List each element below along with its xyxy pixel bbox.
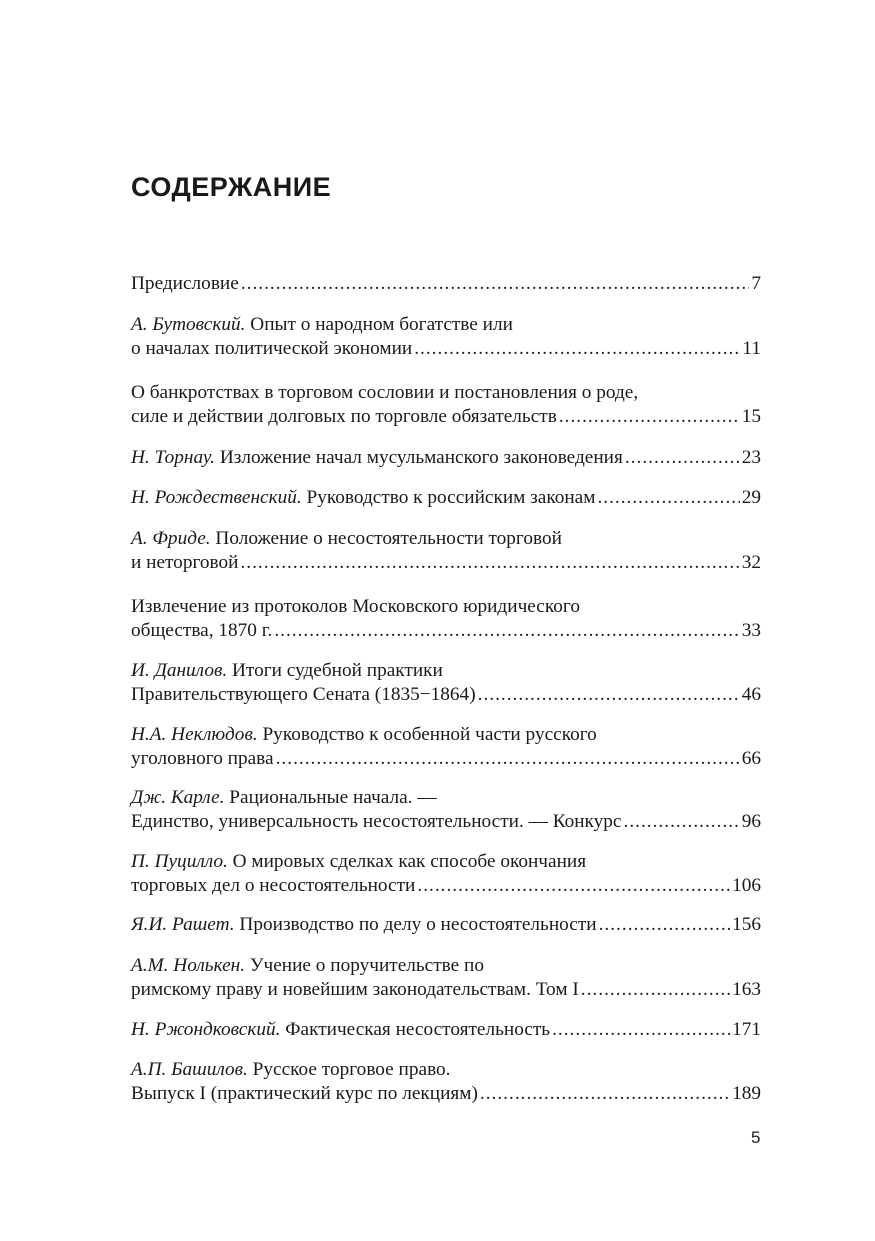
leader-dots	[241, 272, 750, 296]
leader-dots	[480, 1082, 730, 1106]
toc-entry-title: Опыт о народном богатстве или	[245, 314, 513, 335]
toc-entry-title: и неторговой	[131, 552, 239, 573]
toc-entry	[131, 913, 761, 937]
toc-entry-title: Единство, универсальность несостоятельности. — Конкурс	[131, 811, 622, 832]
toc-entry	[131, 446, 761, 470]
toc-entry-author: Н.А. Неклюдов.	[131, 724, 258, 745]
toc-entry-title: Русское торговое право.	[247, 1059, 451, 1080]
toc-entry	[131, 313, 761, 361]
toc-entry-page: 15	[741, 406, 761, 427]
toc-entry-title: силе и действии долговых по торговле обязательств	[131, 406, 557, 427]
toc-entry-page: 33	[741, 620, 761, 641]
leader-dots	[478, 683, 740, 707]
toc-entry	[131, 659, 761, 707]
toc-entry	[131, 272, 761, 296]
toc-entry-page: 163	[732, 979, 761, 1000]
toc-entry-author: А. Фриде.	[131, 528, 211, 549]
toc-entry-author: Н. Ржондковский.	[131, 1019, 281, 1040]
toc-entry-page: 66	[741, 748, 761, 769]
toc-entry-page: 106	[732, 875, 761, 896]
leader-dots	[240, 551, 739, 575]
toc-entry-page: 46	[741, 684, 761, 705]
toc-entry	[131, 527, 761, 575]
toc-entry-title: Руководство к особенной части русского	[257, 724, 597, 745]
page-number: 5	[751, 1128, 761, 1147]
toc-entry-author: И. Данилов.	[131, 660, 228, 681]
toc-entry-author: А.П. Башилов.	[131, 1059, 248, 1080]
toc-entry-page: 96	[741, 811, 761, 832]
toc-entry-title: Итоги судебной практики	[227, 660, 443, 681]
toc-entry-title: Положение о несостоятельности торговой	[210, 528, 562, 549]
toc-entry-title: Выпуск I (практический курс по лекциям)	[131, 1083, 478, 1104]
leader-dots	[552, 1018, 730, 1042]
leader-dots	[414, 337, 740, 361]
toc-entry	[131, 954, 761, 1002]
toc-entry-title: Предисловие	[131, 273, 239, 294]
toc-entry-title: Производство по делу о несостоятельности	[234, 914, 597, 935]
toc-entry	[131, 723, 761, 771]
toc-entry-title: уголовного права	[131, 748, 274, 769]
toc-entry	[131, 1018, 761, 1042]
toc-entry-author: Н. Торнау.	[131, 447, 215, 468]
leader-dots	[581, 978, 730, 1002]
toc-entry-author: Дж. Карле.	[131, 787, 225, 808]
toc-entry-title: Извлечение из протоколов Московского юридического	[131, 596, 580, 617]
leader-dots	[624, 810, 740, 834]
toc-entry-title: общества, 1870 г.	[131, 620, 273, 641]
toc-entry-title: о началах политической экономии	[131, 338, 413, 359]
toc-entry-title: Рациональные начала. —	[224, 787, 437, 808]
toc-entry	[131, 595, 761, 643]
toc-entry	[131, 850, 761, 898]
toc-entry-page: 11	[742, 338, 761, 359]
toc-entry-page: 156	[732, 914, 761, 935]
toc-entry-page: 23	[741, 447, 761, 468]
page-title: СОДЕРЖАНИЕ	[131, 172, 332, 202]
toc-entry-author: Н. Рождественский.	[131, 487, 302, 508]
toc-entry-author: А.М. Нолькен.	[131, 955, 246, 976]
toc-entry	[131, 786, 761, 834]
toc-entry	[131, 381, 761, 429]
leader-dots	[599, 913, 730, 937]
toc-entry-title: Руководство к российским законам	[301, 487, 596, 508]
leader-dots	[559, 405, 740, 429]
toc-entry	[131, 1058, 761, 1106]
toc-entry-page: 29	[741, 487, 761, 508]
toc-entry-title: Изложение начал мусульманского законоведения	[215, 447, 623, 468]
toc-entry-title: О банкротствах в торговом сословии и постановления о роде,	[131, 382, 639, 403]
toc-entry-title: Правительствующего Сената (1835−1864)	[131, 684, 476, 705]
toc-entry-page: 7	[751, 273, 761, 294]
toc-entry-author: Я.И. Рашет.	[131, 914, 235, 935]
toc-entry-author: А. Бутовский.	[131, 314, 246, 335]
toc-entry	[131, 486, 761, 510]
toc-entry-author: П. Пуцилло.	[131, 851, 228, 872]
leader-dots	[417, 874, 730, 898]
toc-entry-title: Учение о поручительстве по	[245, 955, 484, 976]
toc-entry-page: 189	[732, 1083, 761, 1104]
leader-dots	[276, 747, 740, 771]
leader-dots	[597, 486, 739, 510]
toc-entry-title: римскому праву и новейшим законодательствам. Том I	[131, 979, 579, 1000]
toc-entry-page: 32	[741, 552, 761, 573]
toc-entry-title: О мировых сделках как способе окончания	[227, 851, 587, 872]
toc-entry-title: торговых дел о несостоятельности	[131, 875, 416, 896]
toc-entry-page: 171	[732, 1019, 761, 1040]
leader-dots	[274, 619, 739, 643]
toc-entry-title: Фактическая несостоятельность	[280, 1019, 551, 1040]
leader-dots	[625, 446, 740, 470]
